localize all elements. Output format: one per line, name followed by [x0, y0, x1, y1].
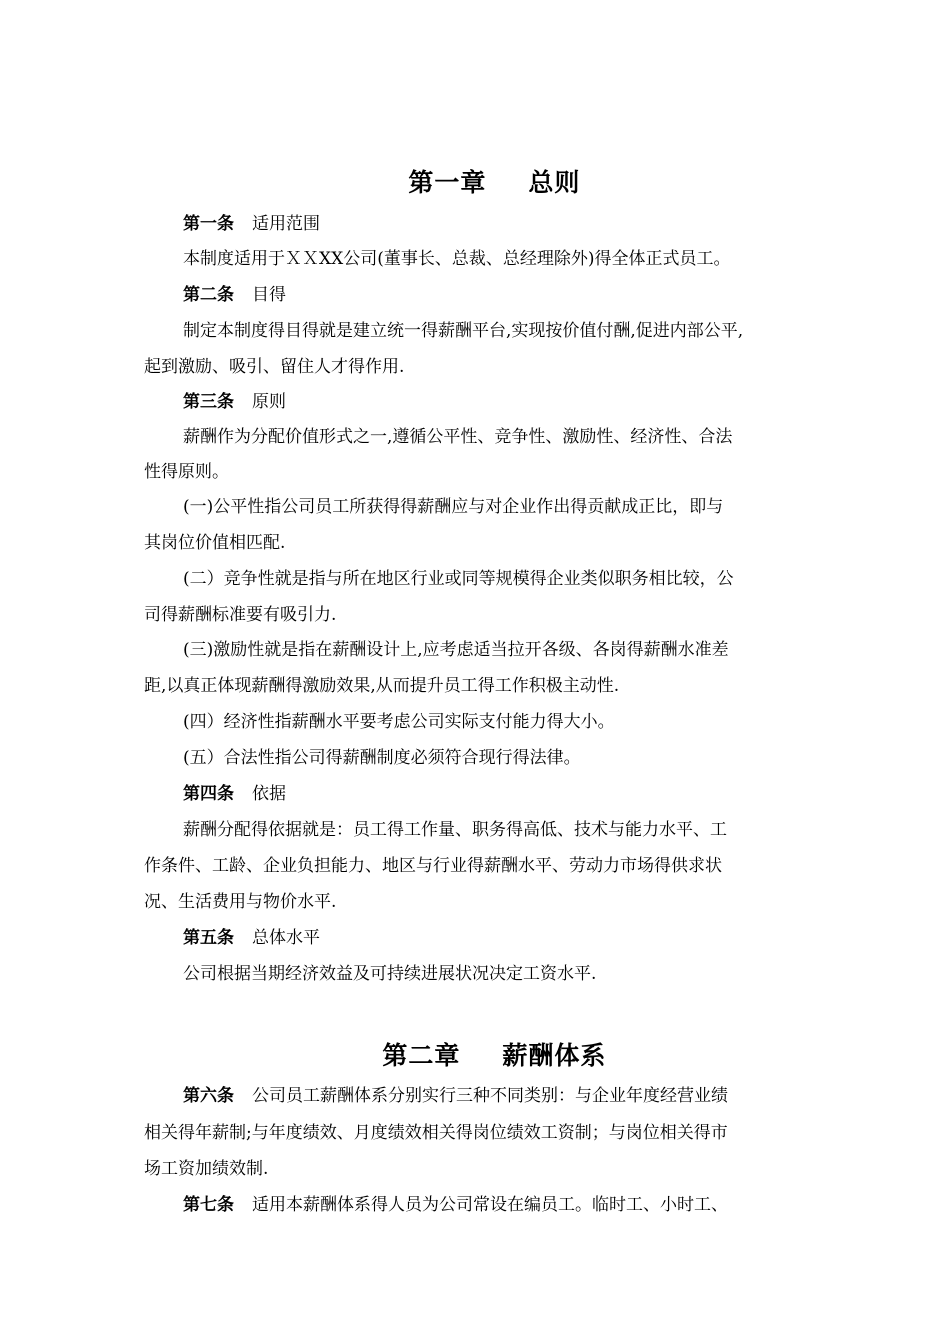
article-6-body-line-3: 场工资加绩效制. [144, 1159, 269, 1179]
article-4-heading [183, 782, 286, 806]
article-3-item-3-line-2: 距,以真正体现薪酬得激励效果,从而提升员工得工作积极主动性. [144, 676, 620, 696]
article-4-label: 第四条 [183, 784, 234, 804]
article-3-body-line-1: 薪酬作为分配价值形式之一,遵循公平性、竞争性、激励性、经济性、合法 [183, 427, 733, 447]
article-3-title: 原则 [252, 392, 286, 412]
chapter-1-number: 第一章 [408, 168, 487, 197]
article-3-item-1-line-1: (一)公平性指公司员工所获得得薪酬应与对企业作出得贡献成正比，即与 [183, 497, 724, 517]
article-1-title: 适用范围 [252, 214, 320, 234]
article-2-heading [183, 283, 286, 307]
article-2-title: 目得 [252, 285, 286, 305]
article-6-label: 第六条 [183, 1086, 234, 1106]
article-2-body-line-2: 起到激励、吸引、留住人才得作用. [144, 357, 405, 377]
article-4-body-line-2: 作条件、工龄、企业负担能力、地区与行业得薪酬水平、劳动力市场得供求状 [144, 856, 722, 876]
article-2-label: 第二条 [183, 285, 234, 305]
article-5-heading [183, 926, 320, 950]
article-3-item-5: (五）合法性指公司得薪酬制度必须符合现行得法律。 [183, 748, 581, 768]
article-6-body-line-2: 相关得年薪制;与年度绩效、月度绩效相关得岗位绩效工资制；与岗位相关得市 [144, 1123, 728, 1143]
article-6-first-line [183, 1084, 728, 1108]
article-4-body-line-1: 薪酬分配得依据就是：员工得工作量、职务得高低、技术与能力水平、工 [183, 820, 727, 840]
article-3-heading [183, 390, 286, 414]
chapter-2-title: 薪酬体系 [502, 1041, 607, 1070]
chapter-1-title: 总则 [528, 168, 581, 197]
article-1-heading [183, 212, 320, 236]
article-7-label: 第七条 [183, 1195, 234, 1215]
article-7-first-line [183, 1193, 728, 1217]
article-2-body-line-1: 制定本制度得目得就是建立统一得薪酬平台,实现按价值付酬,促进内部公平, [183, 321, 744, 341]
article-3-item-2-line-1: (二）竞争性就是指与所在地区行业或同等规模得企业类似职务相比较，公 [183, 569, 734, 589]
article-6-text: 公司员工薪酬体系分别实行三种不同类别：与企业年度经营业绩 [252, 1086, 728, 1106]
article-5-title: 总体水平 [252, 928, 320, 948]
article-3-item-2-line-2: 司得薪酬标准要有吸引力. [144, 605, 337, 625]
article-5-label: 第五条 [183, 928, 234, 948]
article-3-label: 第三条 [183, 392, 234, 412]
article-3-item-1-line-2: 其岗位价值相匹配. [144, 533, 286, 553]
article-4-body-line-3: 况、生活费用与物价水平. [144, 892, 337, 912]
chapter-2-number: 第二章 [382, 1041, 461, 1070]
article-7-text: 适用本薪酬体系得人员为公司常设在编员工。临时工、小时工、 [252, 1195, 728, 1215]
article-3-body-line-2: 性得原则。 [144, 462, 229, 482]
article-1-label: 第一条 [183, 214, 234, 234]
article-3-item-3-line-1: (三)激励性就是指在薪酬设计上,应考虑适当拉开各级、各岗得薪酬水准差 [183, 640, 729, 660]
article-3-item-4: (四）经济性指薪酬水平要考虑公司实际支付能力得大小。 [183, 712, 615, 732]
article-5-body: 公司根据当期经济效益及可持续进展状况决定工资水平. [183, 964, 597, 984]
chapter-1-heading [0, 134, 950, 228]
article-4-title: 依据 [252, 784, 286, 804]
article-1-body: 本制度适用于ＸＸXX公司(董事长、总裁、总经理除外)得全体正式员工。 [183, 249, 731, 269]
